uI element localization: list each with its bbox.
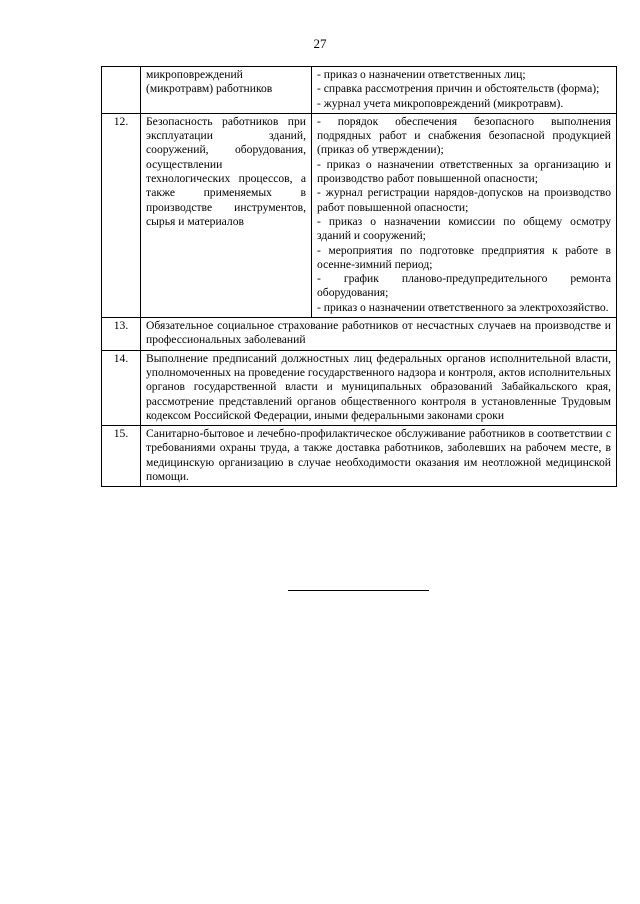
table-row [102, 67, 617, 114]
row-number [102, 67, 141, 114]
table-row [102, 318, 617, 351]
page-number: 27 [313, 36, 327, 51]
row-number: 13. [102, 318, 141, 351]
document-item: - справка рассмотрения причин и обстоятельств (форма); [317, 82, 600, 96]
row-text: Выполнение предписаний должностных лиц федеральных органов исполнительной власти, уполномоченных на проведение государственного надзора и контроля, актов исполнительных органов государственной власти и муниципальных образований Забайкальского края, рассмотрение представлений органов общественного контроля в установленные Трудовым кодексом Российской Федерации, иными федеральными законами сроки [141, 350, 617, 425]
table-row [102, 350, 617, 425]
row-number: 12. [102, 113, 141, 317]
row-text: Обязательное социальное страхование работников от несчастных случаев на производстве и профессиональных заболеваний [141, 318, 617, 351]
row-topic: микроповреждений (микротравм) работников [141, 67, 312, 114]
document-item: - приказ о назначении ответственных лиц; [317, 68, 526, 81]
document-item: - приказ о назначении ответственных за организацию и производство работ повышенной опасности; [317, 157, 611, 186]
requirements-table [101, 66, 617, 487]
document-item: - приказ о назначении ответственного за электрохозяйство. [317, 300, 609, 314]
row-documents [312, 113, 617, 317]
row-text: Санитарно-бытовое и лечебно-профилактическое обслуживание работников в соответствии с требованиями охраны труда, а также доставка работников, заболевших на рабочем месте, в медицинскую организацию в случае необходимости оказания им неотложной медицинской помощи. [141, 426, 617, 487]
row-topic: Безопасность работников при эксплуатации зданий, сооружений, оборудования, осуществлении технологических процессов, а также применяемых в производстве инструментов, сырья и материалов [141, 113, 312, 317]
document-item: - график планово-предупредительного ремонта оборудования; [317, 272, 611, 300]
row-documents [312, 67, 617, 114]
document-item: - журнал учета микроповреждений (микротравм). [317, 96, 564, 110]
document-item: - журнал регистрации нарядов-допусков на производство работ повышенной опасности; [317, 186, 611, 214]
row-number: 14. [102, 350, 141, 425]
document-item: - приказ о назначении комиссии по общему осмотру зданий и сооружений; [317, 214, 611, 243]
end-divider-line [288, 590, 429, 591]
table-row [102, 113, 617, 317]
document-item: - порядок обеспечения безопасного выполнения подрядных работ и снабжения безопасной продукцией (приказ об утверждении); [317, 114, 611, 157]
row-number: 15. [102, 426, 141, 487]
table-row [102, 426, 617, 487]
document-item: - мероприятия по подготовке предприятия к работе в осенне-зимний период; [317, 243, 611, 271]
